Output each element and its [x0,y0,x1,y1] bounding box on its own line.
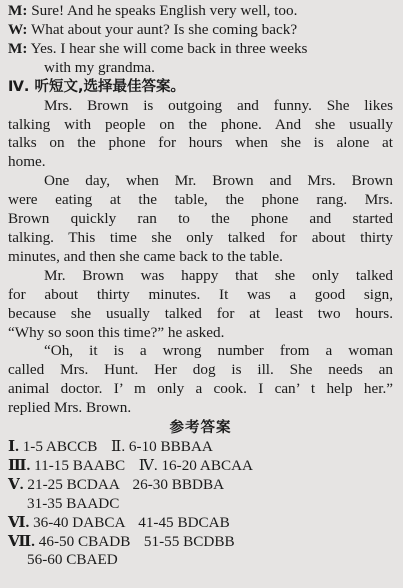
answer-range: 41-45 BDCAB [138,513,230,531]
speaker-label: M: [8,39,28,57]
speaker-label: M: [8,2,28,19]
passage-line: home. [8,153,46,171]
answer-section-number: Ⅴ. [8,475,24,493]
answer-row [8,495,393,514]
answer-range: 46-50 CBADB [38,532,131,550]
passage-line: called Mrs. Hunt. Her dog is ill. She needs an [8,361,393,379]
answer-range: 11-15 BAABC [34,456,126,474]
answer-row [8,551,393,570]
answer-section-number: Ⅰ. [8,438,19,456]
passage-line: minutes, and then she came back to the table. [8,247,283,265]
answer-range: 21-25 BCDAA [27,475,119,493]
section-heading: Ⅳ. 听短文,选择最佳答案。 [8,78,185,95]
answer-range: 51-55 BCDBB [143,532,235,550]
passage-line: One day, when Mr. Brown and Mrs. Brown [44,172,393,190]
passage-line: were eating at the table, the phone rang. Mrs. [8,191,393,209]
answer-range: 36-40 DABCA [33,513,125,531]
answer-range: 31-35 BAADC [27,494,120,512]
dialogue-line [8,2,393,21]
passage-line: animal doctor. I’ m only a cook. I can’ t help her.” [8,380,393,398]
answer-range: 1-5 ABCCB [22,438,98,456]
dialogue-text: What about your aunt? Is she coming back? [30,20,298,38]
dialogue-line [8,21,393,40]
answer-row [8,457,393,476]
passage-line: talks on the phone for hours when she is alone at [8,134,393,152]
answer-range: 26-30 BBDBA [132,475,225,493]
answer-section-number: Ⅲ. [8,456,31,474]
passage-line: Mr. Brown was happy that she only talked [44,266,393,284]
answer-section-number: Ⅶ. [8,532,35,550]
passage-line: talking. This time she only talked for about thirty [8,228,393,246]
speaker-label: W: [8,20,28,38]
passage-line: for about thirty minutes. It was a good sign, [8,285,393,303]
passage-line: replied Mrs. Brown. [8,399,132,417]
dialogue-text: Sure! And he speaks English very well, too. [31,2,298,19]
passage-line: talking with people on the phone. And she usually [8,115,393,133]
passage-line: because she usually talked for at least two hours. [8,304,393,322]
answers-title: 参考答案 [169,420,232,437]
passage-line: “Oh, it is a wrong number from a woman [44,342,393,360]
answer-row [8,476,393,495]
answer-range: Ⅱ. 6-10 BBBAA [111,438,213,456]
answer-range: 56-60 CBAED [27,551,118,569]
passage-line: Brown quickly ran to the phone and started [8,210,393,228]
answer-row [8,514,393,533]
dialogue-text: Yes. I hear she will come back in three weeks [30,39,308,57]
answer-section-number: Ⅵ. [8,513,30,531]
answer-row [8,533,393,552]
answer-row [8,438,393,457]
dialogue-line [8,40,393,59]
passage-line: “Why so soon this time?” he asked. [8,323,225,341]
answer-range: Ⅳ. 16-20 ABCAA [138,456,254,474]
passage-line: Mrs. Brown is outgoing and funny. She likes [44,96,393,114]
dialogue-continuation: with my grandma. [44,58,155,76]
